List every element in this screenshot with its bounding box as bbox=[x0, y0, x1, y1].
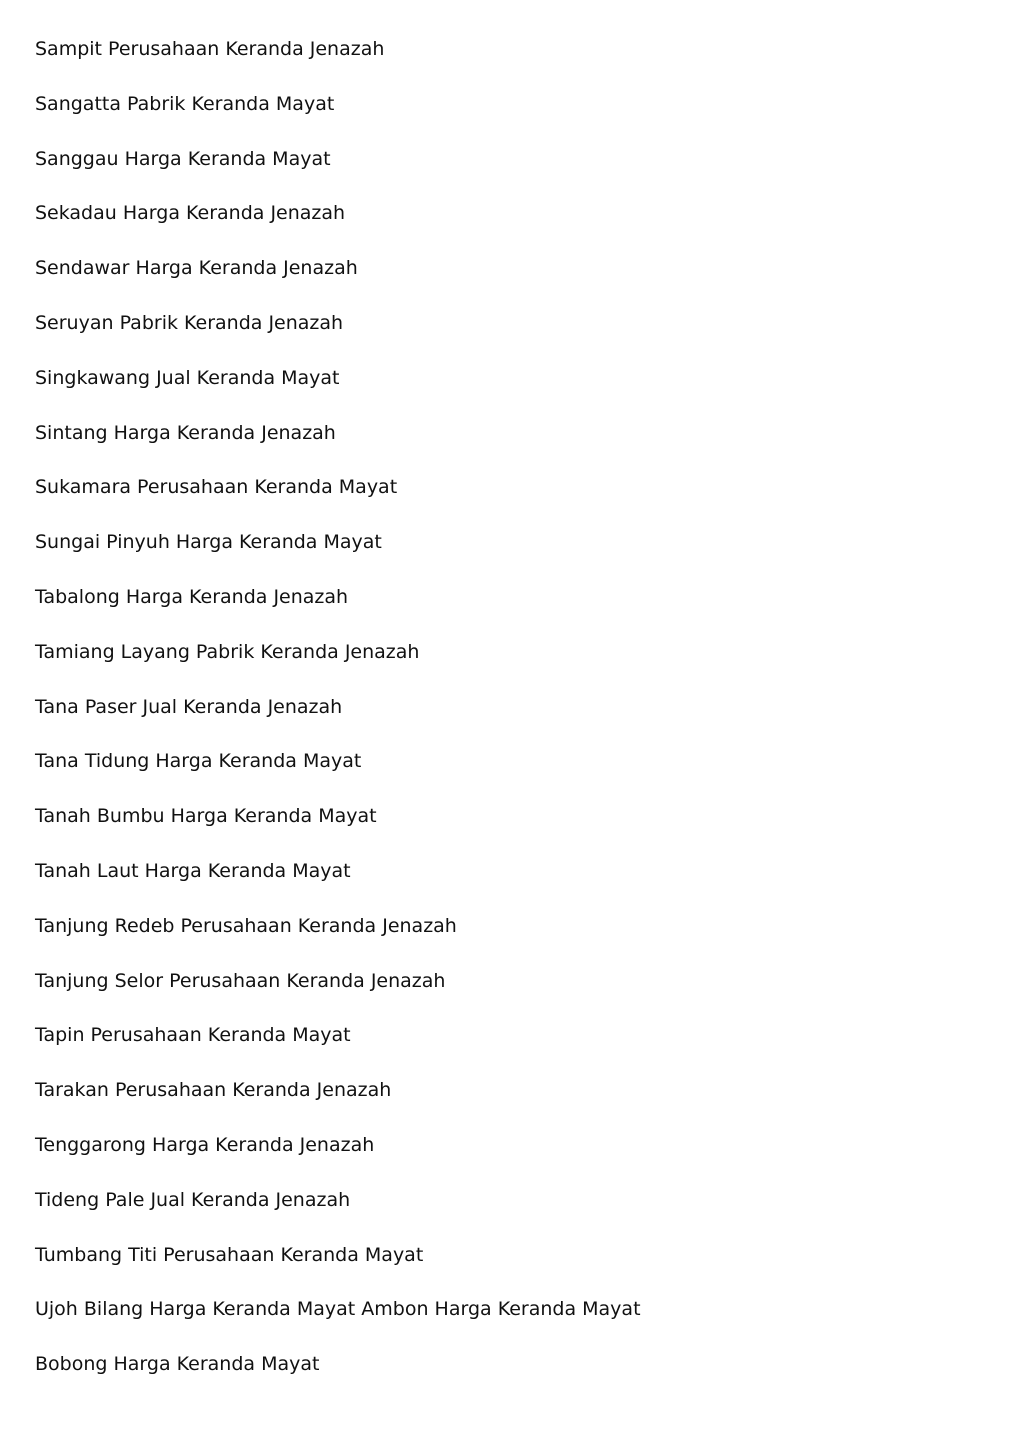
document-body bbox=[35, 36, 995, 1406]
text-line: Sintang Harga Keranda Jenazah bbox=[35, 421, 336, 444]
text-line: Sendawar Harga Keranda Jenazah bbox=[35, 257, 358, 280]
text-line: Tana Tidung Harga Keranda Mayat bbox=[35, 750, 362, 773]
text-line: Seruyan Pabrik Keranda Jenazah bbox=[35, 311, 344, 334]
text-line: Sekadau Harga Keranda Jenazah bbox=[35, 202, 346, 225]
text-line: Singkawang Jual Keranda Mayat bbox=[35, 366, 340, 389]
text-line: Sangatta Pabrik Keranda Mayat bbox=[35, 92, 335, 115]
text-line: Tideng Pale Jual Keranda Jenazah bbox=[35, 1188, 351, 1211]
text-line: Tabalong Harga Keranda Jenazah bbox=[35, 585, 349, 608]
text-line: Sukamara Perusahaan Keranda Mayat bbox=[35, 476, 398, 499]
text-line: Tanjung Selor Perusahaan Keranda Jenazah bbox=[35, 969, 446, 992]
text-line: Tana Paser Jual Keranda Jenazah bbox=[35, 695, 343, 718]
text-line: Tamiang Layang Pabrik Keranda Jenazah bbox=[35, 640, 420, 663]
text-line: Tarakan Perusahaan Keranda Jenazah bbox=[35, 1079, 392, 1102]
text-line: Tenggarong Harga Keranda Jenazah bbox=[35, 1133, 375, 1156]
text-line: Tumbang Titi Perusahaan Keranda Mayat bbox=[35, 1243, 424, 1266]
text-line: Tanah Laut Harga Keranda Mayat bbox=[35, 859, 351, 882]
text-line: Sampit Perusahaan Keranda Jenazah bbox=[35, 38, 385, 60]
text-line: Tapin Perusahaan Keranda Mayat bbox=[35, 1024, 351, 1047]
text-line: Sungai Pinyuh Harga Keranda Mayat bbox=[35, 531, 382, 554]
text-line: Tanjung Redeb Perusahaan Keranda Jenazah bbox=[35, 914, 457, 937]
text-line: Tanah Bumbu Harga Keranda Mayat bbox=[35, 805, 377, 828]
text-line: Sanggau Harga Keranda Mayat bbox=[35, 147, 331, 170]
text-line: Bobong Harga Keranda Mayat bbox=[35, 1353, 320, 1376]
text-line: Ujoh Bilang Harga Keranda Mayat Ambon Harga Keranda Mayat bbox=[35, 1298, 641, 1321]
